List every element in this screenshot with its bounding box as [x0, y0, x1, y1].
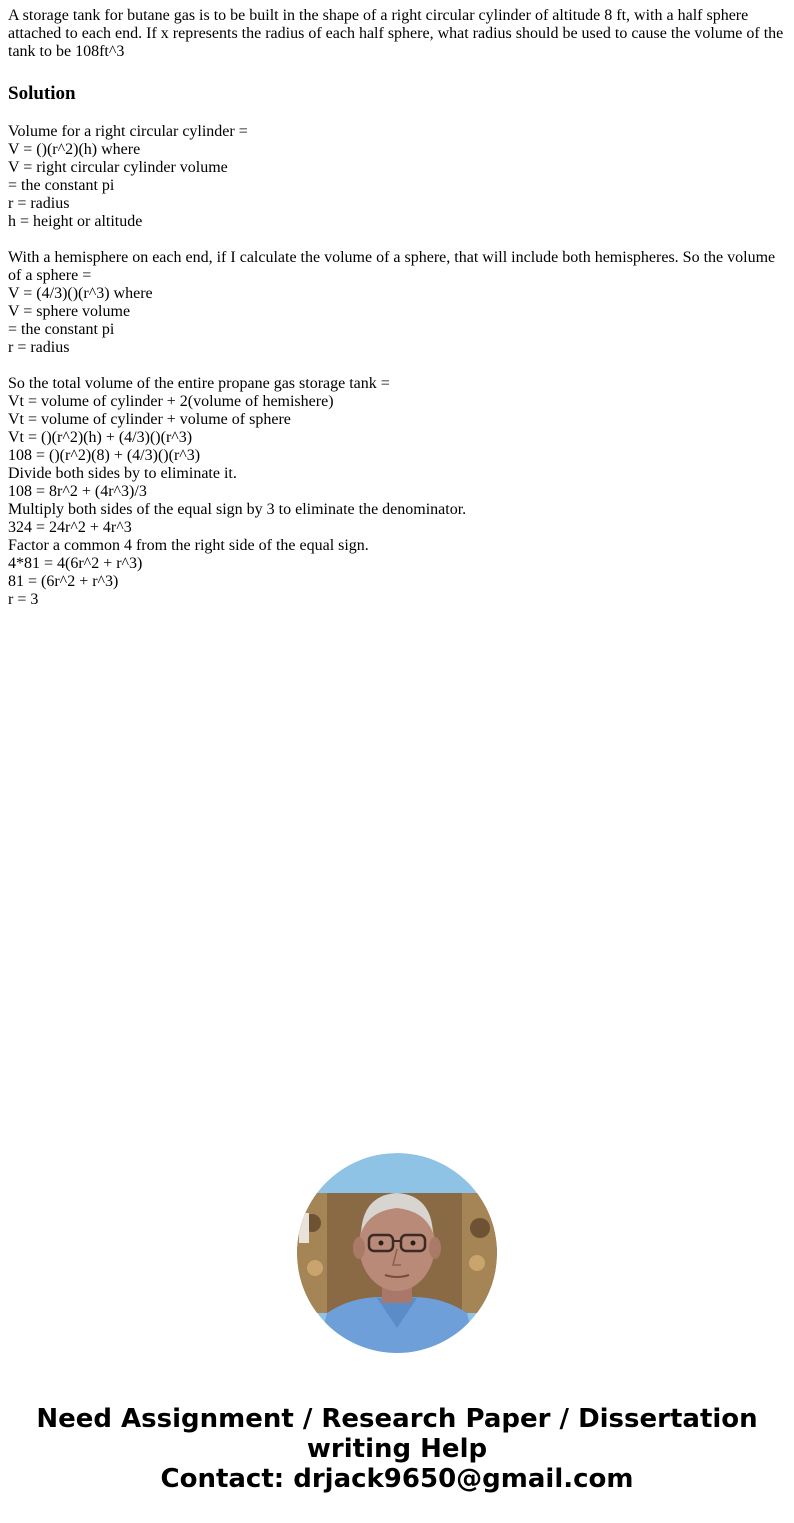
solution-line: = the constant pi	[8, 177, 115, 194]
contact-email: Contact: drjack9650@gmail.com	[160, 1464, 634, 1494]
sphere-volume-block	[8, 249, 788, 357]
solution-line: V = right circular cylinder volume	[8, 159, 228, 176]
solution-line: Vt = volume of cylinder + volume of sphere	[8, 411, 291, 428]
solution-line: r = radius	[8, 339, 70, 356]
solution-line: 81 = (6r^2 + r^3)	[8, 573, 119, 590]
solution-line: 108 = ()(r^2)(8) + (4/3)()(r^3)	[8, 447, 201, 464]
solution-line: r = radius	[8, 195, 70, 212]
solution-line: Divide both sides by to eliminate it.	[8, 465, 237, 482]
solution-line: h = height or altitude	[8, 213, 143, 230]
solution-line: Factor a common 4 from the right side of the equal sign.	[8, 537, 369, 554]
solution-line: V = sphere volume	[8, 303, 131, 320]
banner-line: Need Assignment / Research Paper / Dissertation	[36, 1404, 758, 1434]
solution-line: 108 = 8r^2 + (4r^3)/3	[8, 483, 147, 500]
solution-line: With a hemisphere on each end, if I calculate the volume of a sphere, that will include both hemispheres. So the volume of a sphere =	[8, 249, 780, 284]
solution-line: So the total volume of the entire propane gas storage tank =	[8, 375, 390, 392]
solution-heading: Solution	[8, 83, 76, 104]
solution-line: Vt = volume of cylinder + 2(volume of hemishere)	[8, 393, 334, 410]
solution-line: Volume for a right circular cylinder =	[8, 123, 248, 140]
banner-line: writing Help	[306, 1434, 488, 1464]
cylinder-volume-block	[8, 123, 788, 231]
paragraph-gap	[8, 357, 788, 375]
avatar	[297, 1153, 497, 1353]
contact-banner	[0, 1404, 794, 1494]
solution-line: 324 = 24r^2 + 4r^3	[8, 519, 132, 536]
solution-line: = the constant pi	[8, 321, 115, 338]
paragraph-gap	[8, 231, 788, 249]
solution-line: V = ()(r^2)(h) where	[8, 141, 141, 158]
total-volume-block	[8, 375, 788, 609]
avatar-portrait-image	[297, 1153, 497, 1353]
solution-line: V = (4/3)()(r^3) where	[8, 285, 153, 302]
solution-line: Multiply both sides of the equal sign by 3 to eliminate the denominator.	[8, 501, 467, 518]
solution-line: 4*81 = 4(6r^2 + r^3)	[8, 555, 143, 572]
solution-line: Vt = ()(r^2)(h) + (4/3)()(r^3)	[8, 429, 193, 446]
document-body	[8, 7, 788, 609]
solution-line: r = 3	[8, 591, 39, 608]
question-text: A storage tank for butane gas is to be built in the shape of a right circular cylinder of altitude 8 ft, with a half sphere attached to each end. If x represents the radius of each half sphere, what radius should be used to cause the volume of the tank to be 108ft^3	[8, 7, 784, 60]
